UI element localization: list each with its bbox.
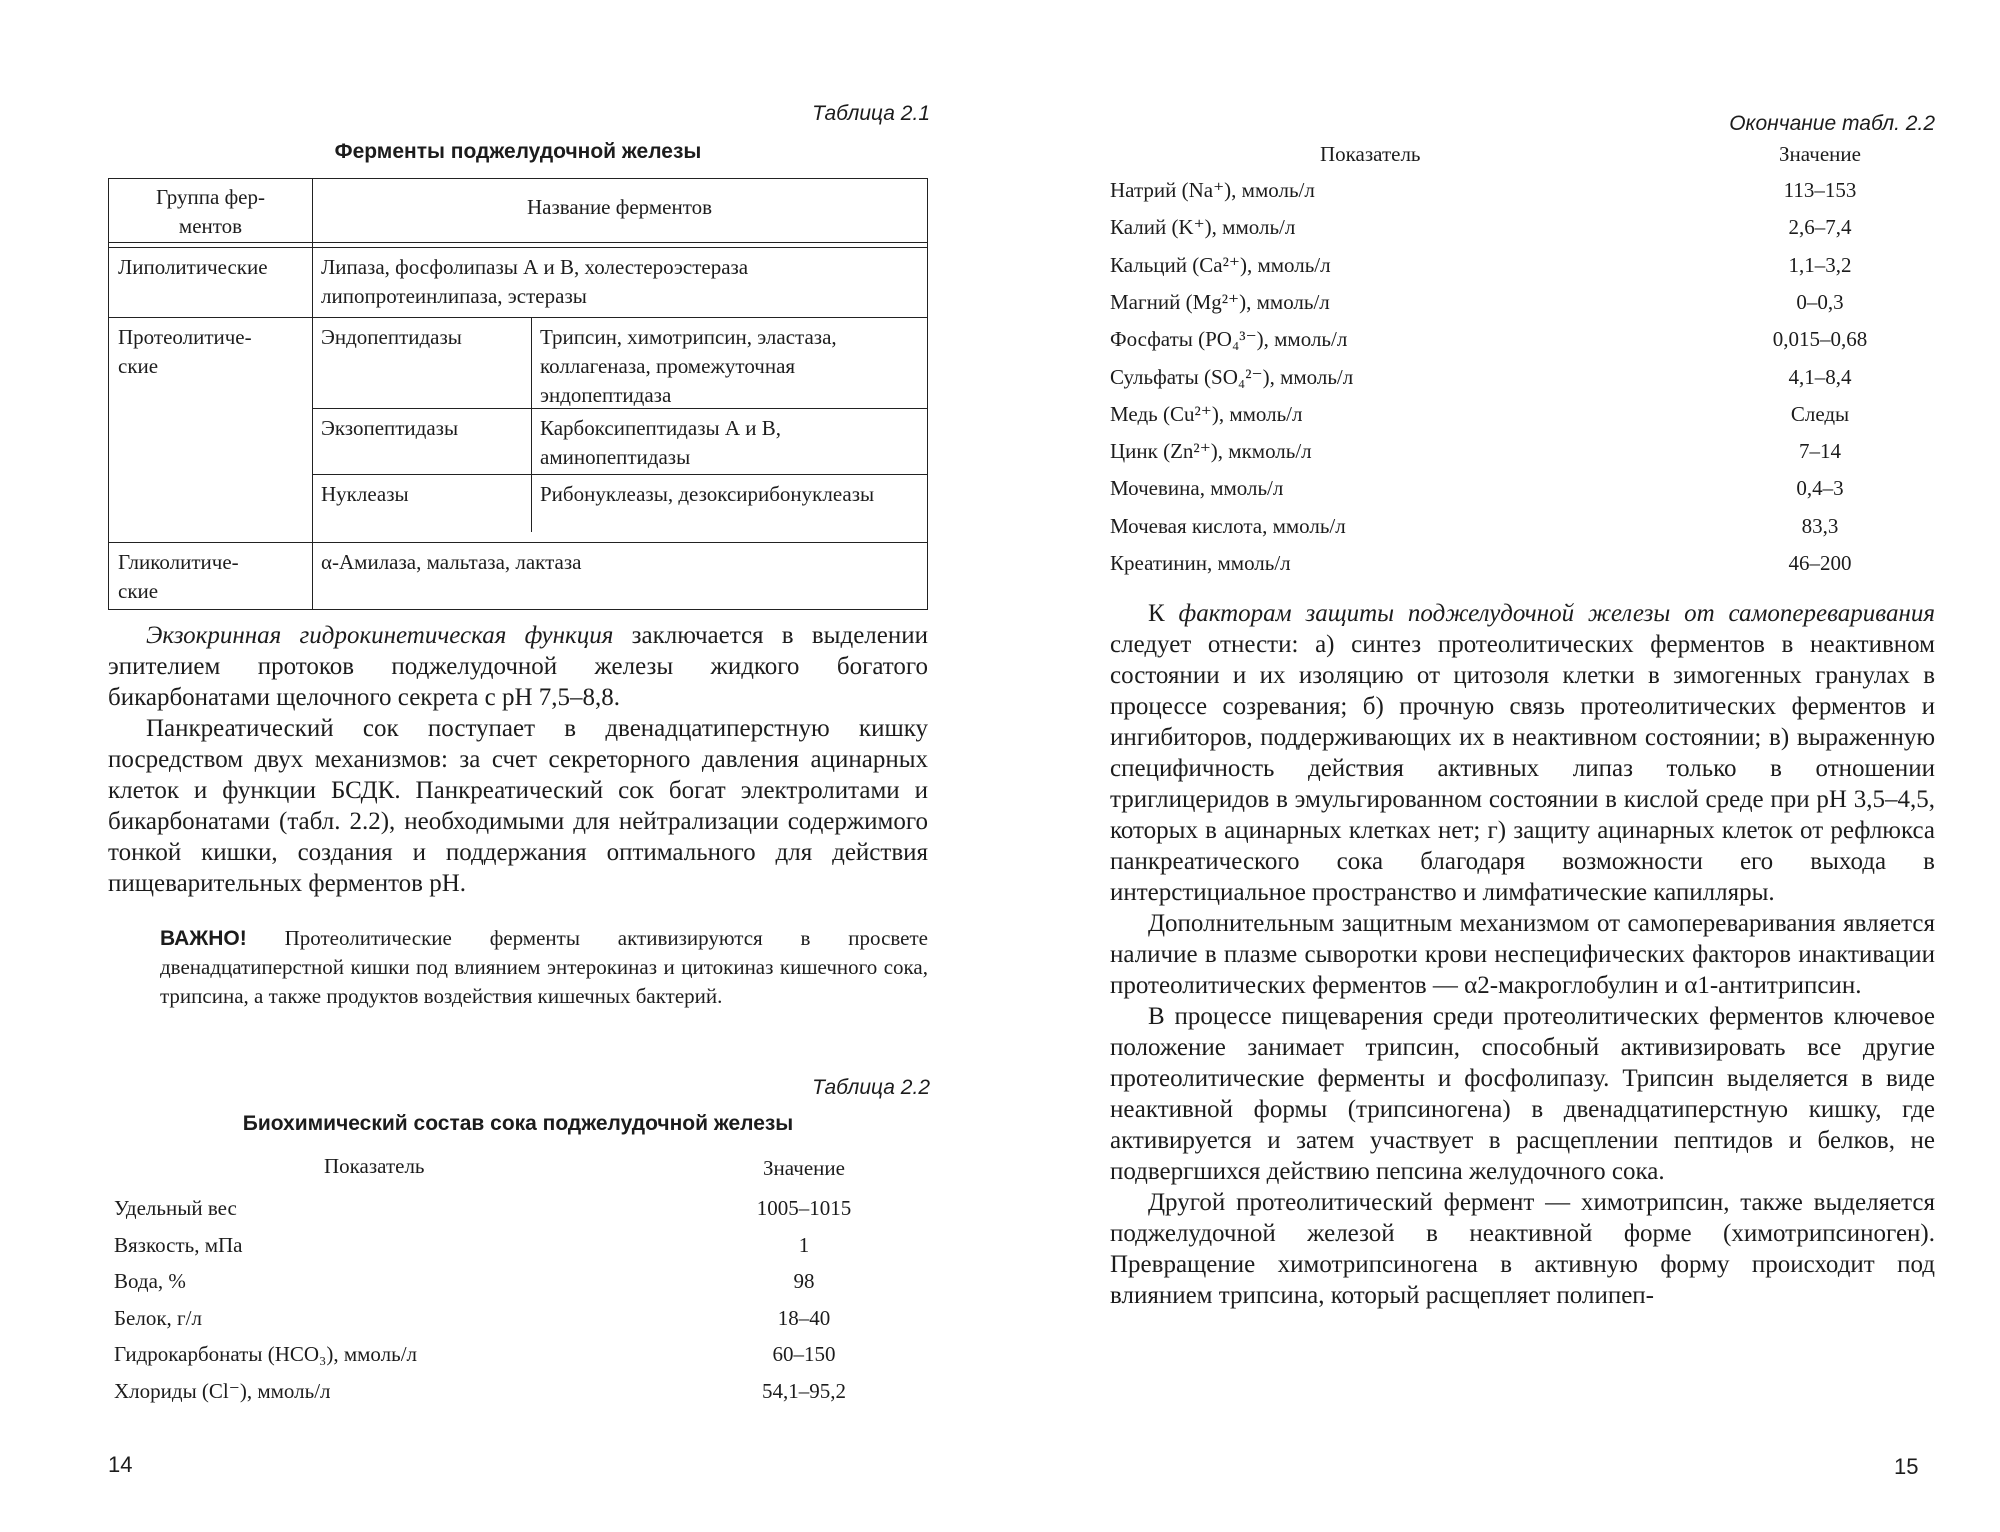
table-cont-caption: Окончание табл. 2.2 — [1729, 112, 1935, 135]
row-value: 83,3 — [1801, 513, 1839, 538]
note-label: ВАЖНО! — [160, 927, 247, 950]
table-row — [1110, 470, 1940, 506]
table-row — [1110, 284, 1940, 320]
row-label: Натрий (Na⁺), ммоль/л — [1110, 178, 1315, 202]
biochem-table-continued — [1110, 140, 1940, 585]
row-value: 0,4–3 — [1796, 476, 1844, 501]
lipo-names-cell: Липаза, фосфолипазы А и В, холестероэстераза липопротеинлипаза, эстеразы — [321, 255, 749, 308]
biochem-table — [114, 1148, 934, 1438]
table-row — [114, 1336, 934, 1372]
row-label: Вода, % — [114, 1269, 186, 1293]
row-value: Следы — [1790, 401, 1850, 426]
lipo-group-cell: Липолитические — [118, 255, 268, 279]
nucl-type-cell: Нуклеазы — [321, 482, 409, 506]
exo-names-cell: Карбоксипептидазы А и В, аминопептидазы — [540, 416, 782, 469]
row-label: Удельный вес — [114, 1196, 237, 1220]
row-value: 60–150 — [772, 1342, 836, 1366]
table-row — [114, 1373, 934, 1409]
row-label: Мочевая кислота, ммоль/л — [1110, 513, 1346, 538]
row-label: Магний (Mg²⁺), ммоль/л — [1110, 289, 1330, 314]
proteo-group-cell: Протеолитиче- ские — [118, 325, 252, 378]
row-value: 54,1–95,2 — [762, 1378, 846, 1403]
row-label: Калий (K⁺), ммоль/л — [1110, 215, 1296, 240]
table-row — [1110, 545, 1940, 581]
paragraph — [1110, 598, 1935, 908]
paragraph: Панкреатический сок поступает в двенадцатиперстную кишку посредством двух механизмов: за счет секреторного давления ацинарных клеток и функции БСДК. Панкреатический сок богат электролитами и бикарбонатами (табл. 2.2), необходимыми для нейтрализации содержимого тонкой кишки, создания и поддержания оптимального для действия пищеварительных ферментов pH. — [108, 715, 928, 897]
row-value: 0,015–0,68 — [1772, 327, 1868, 352]
table2-caption: Таблица 2.2 — [812, 1076, 930, 1099]
exo-type-cell: Экзопептидазы — [321, 416, 459, 440]
row-value: 1005–1015 — [756, 1196, 852, 1220]
page-number: 15 — [1894, 1454, 1919, 1479]
table2-title: Биохимический состав сока поджелудочной железы — [242, 1112, 794, 1135]
row-label: Гидрокарбонаты (HCO₃), ммоль/л — [114, 1342, 418, 1366]
important-note — [160, 924, 928, 1011]
row-label: Цинк (Zn²⁺), мкмоль/л — [1110, 439, 1312, 464]
table-row — [114, 1263, 934, 1299]
row-value: 113–153 — [1783, 178, 1857, 202]
paragraph: В процессе пищеварения среди протеолитических ферментов ключевое положение занимает трипсин, способный активизировать все другие протеолитические ферменты и фосфолипазу. Трипсин выделяется в виде неактивной формы (трипсиногена) в двенадцатиперстную кишку, где активируется и затем участвует в расщеплении пептидов и белков, не подвергшихся действию пепсина желудочного сока. — [1110, 1003, 1935, 1185]
table1-caption: Таблица 2.1 — [812, 102, 930, 125]
paragraph: Другой протеолитический фермент — химотрипсин, также выделяется поджелудочной железой в неактивной форме (химотрипсиноген). Превращение химотрипсиногена в активную форму происходит под влиянием трипсина, который расщепляет полипеп- — [1110, 1189, 1935, 1309]
row-value: 1,1–3,2 — [1788, 252, 1852, 277]
row-label: Кальций (Ca²⁺), ммоль/л — [1110, 252, 1331, 277]
paragraph-text: следует отнести: а) синтез протеолитических ферментов в неактивном состоянии и их изоляцию от цитозоля клетки в зимогенных гранулах в процессе созревания; б) прочную связь протеолитических ферментов и ингибиторов, поддерживающих их в неактивном состоянии; в) выраженную специфичность действия активных липаз только в отношении триглицеридов в эмульгированном состоянии в кислой среде при pH 3,5–4,5, которых в ацинарных клетках нет; г) защиту ацинарных клеток от рефлюкса панкреатического сока благодаря возможности его выхода в интерстициальное пространство и лимфатические капилляры. — [1110, 631, 1935, 906]
glyco-names-cell: α-Амилаза, мальтаза, лактаза — [321, 550, 582, 574]
row-label: Хлориды (Cl⁻), ммоль/л — [114, 1378, 331, 1403]
col-indicator-header: Показатель — [1320, 142, 1421, 166]
header-names-cell: Название ферментов — [526, 195, 713, 219]
table-row — [1110, 209, 1940, 245]
table-row — [114, 1227, 934, 1263]
header-group-cell: Группа фер- ментов — [155, 185, 265, 238]
right-page — [1000, 0, 2000, 1532]
right-body-text — [1110, 598, 1935, 1311]
paragraph: Дополнительным защитным механизмом от самопереваривания является наличие в плазме сыворотки крови неспецифических факторов инактивации протеолитических ферментов — α2-макроглобулин и α1-антитрипсин. — [1110, 910, 1935, 999]
table-row — [1110, 247, 1940, 283]
enzymes-table — [108, 178, 928, 610]
row-value: 1 — [798, 1232, 810, 1257]
glyco-group-cell: Гликолитиче- ские — [118, 550, 239, 603]
row-label: Сульфаты (SO₄²⁻), ммоль/л — [1110, 364, 1354, 389]
row-label: Белок, г/л — [114, 1305, 202, 1330]
left-body-text — [108, 620, 928, 899]
row-label: Медь (Cu²⁺), ммоль/л — [1110, 401, 1303, 426]
row-label: Мочевина, ммоль/л — [1110, 476, 1284, 501]
table-row — [1110, 396, 1940, 432]
table-row — [1110, 433, 1940, 469]
nucl-names-cell: Рибонуклеазы, дезоксирибонуклеазы — [540, 482, 875, 506]
col-value-header: Значение — [763, 1156, 845, 1180]
row-value: 7–14 — [1799, 439, 1841, 464]
table-row — [1110, 321, 1940, 357]
row-value: 98 — [793, 1269, 815, 1293]
row-label: Креатинин, ммоль/л — [1110, 551, 1291, 575]
table-row — [114, 1190, 934, 1226]
page-number: 14 — [108, 1452, 133, 1477]
note-text: Протеолитические ферменты активизируются в просвете двенадцатиперстной кишки под влиянием энтерокиназ и цитокиназ кишечного сока, трипсина, а также продуктов воздействия кишечных бактерий. — [160, 926, 928, 1008]
paragraph-text: К — [1148, 600, 1179, 627]
endo-names-cell: Трипсин, химотрипсин, эластаза, коллагеназа, промежуточная эндопептидаза — [540, 325, 837, 407]
row-label: Вязкость, мПа — [114, 1232, 243, 1257]
table-row — [1110, 508, 1940, 544]
table-row — [1110, 359, 1940, 395]
paragraph-text: заключается в выделении эпителием протоков поджелудочной железы жидкого богатого бикарбонатами щелочного секрета с pH 7,5–8,8. — [108, 622, 929, 711]
paragraph — [108, 620, 928, 713]
col-value-header: Значение — [1779, 142, 1861, 166]
table-row — [1110, 172, 1940, 208]
col-indicator-header: Показатель — [324, 1154, 425, 1178]
row-value: 0–0,3 — [1796, 289, 1844, 314]
paragraph-emphasis: Экзокринная гидрокинетическая функция — [146, 622, 614, 649]
endo-type-cell: Эндопептидазы — [321, 325, 462, 349]
paragraph-emphasis: факторам защиты поджелудочной железы от самопереваривания — [1178, 600, 1935, 627]
row-label: Фосфаты (PO₄³⁻), ммоль/л — [1110, 327, 1348, 352]
row-value: 18–40 — [777, 1305, 831, 1330]
row-value: 4,1–8,4 — [1788, 364, 1852, 389]
row-value: 2,6–7,4 — [1788, 215, 1852, 240]
table-row — [114, 1300, 934, 1336]
table1-title: Ферменты поджелудочной железы — [334, 140, 702, 163]
row-value: 46–200 — [1788, 551, 1852, 575]
